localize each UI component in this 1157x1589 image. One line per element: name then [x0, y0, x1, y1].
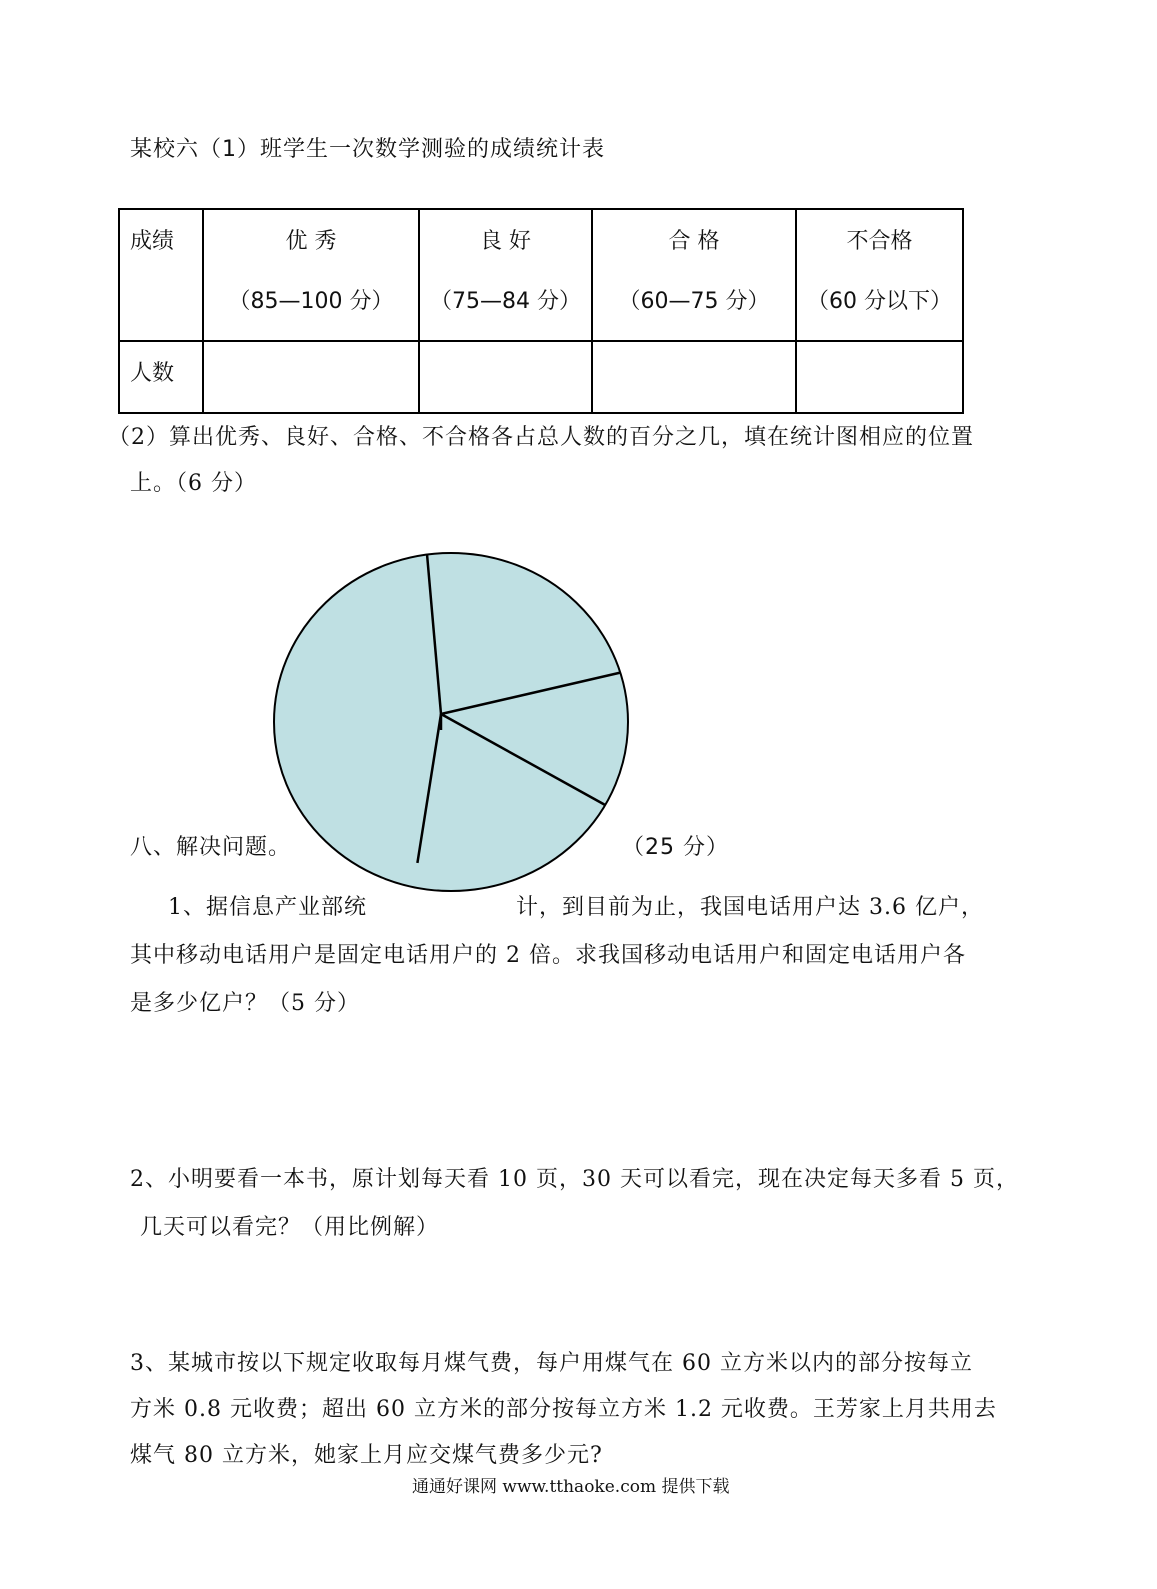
count-cell[interactable]	[592, 341, 796, 413]
problem-2-line1: 2、小明要看一本书，原计划每天看 10 页，30 天可以看完，现在决定每天多看 5 页，	[130, 1167, 1019, 1192]
pie-circle	[274, 553, 628, 891]
question-2-line1: （2）算出优秀、良好、合格、不合格各占总人数的百分之几，填在统计图相应的位置	[108, 425, 974, 450]
problem-1-part2: 计，到目前为止，我国电话用户达 3.6 亿户，	[516, 895, 984, 920]
row-header-label: 成绩	[130, 229, 175, 254]
section-8-title: 八、解决问题。	[130, 835, 292, 860]
problem-1-line3: 是多少亿户？（5 分）	[130, 991, 360, 1016]
col-range: （75—84 分）	[430, 289, 581, 314]
col-name: 合 格	[668, 229, 720, 254]
col-pass	[592, 209, 796, 341]
col-name: 优 秀	[285, 229, 337, 254]
count-cell[interactable]	[203, 341, 419, 413]
count-cell[interactable]	[419, 341, 592, 413]
col-excellent	[203, 209, 419, 341]
question-2-line2: 上。（6 分）	[130, 471, 257, 496]
problem-1-line2: 其中移动电话用户是固定电话用户的 2 倍。求我国移动电话用户和固定电话用户各	[130, 943, 966, 968]
problem-1-part1: 1、据信息产业部统	[168, 895, 367, 920]
col-name: 不合格	[846, 229, 913, 254]
row-header-score	[119, 209, 203, 341]
col-range: （60 分以下）	[807, 289, 952, 314]
problem-3-line3: 煤气 80 立方米，她家上月应交煤气费多少元?	[130, 1443, 603, 1468]
col-range: （60—75 分）	[618, 289, 770, 314]
problem-3-line1: 3、某城市按以下规定收取每月煤气费，每户用煤气在 60 立方米以内的部分按每立	[130, 1351, 973, 1376]
table-row	[119, 209, 963, 341]
table-title: 某校六（1）班学生一次数学测验的成绩统计表	[130, 137, 605, 162]
col-fail	[796, 209, 963, 341]
table-row	[119, 341, 963, 413]
row-header-label: 人数	[130, 361, 175, 386]
footer-credit: 通通好课网 www.tthaoke.com 提供下载	[412, 1477, 730, 1497]
count-cell[interactable]	[796, 341, 963, 413]
pie-chart	[270, 548, 634, 896]
score-table	[118, 208, 964, 414]
col-name: 良 好	[480, 229, 531, 254]
col-range: （85—100 分）	[228, 289, 394, 314]
problem-2-line2: 几天可以看完？（用比例解）	[140, 1215, 440, 1240]
problem-3-line2: 方米 0.8 元收费；超出 60 立方米的部分按每立方米 1.2 元收费。王芳家上月共用去	[130, 1397, 997, 1422]
section-8-points: （25 分）	[622, 835, 729, 860]
row-header-count	[119, 341, 203, 413]
col-good	[419, 209, 592, 341]
